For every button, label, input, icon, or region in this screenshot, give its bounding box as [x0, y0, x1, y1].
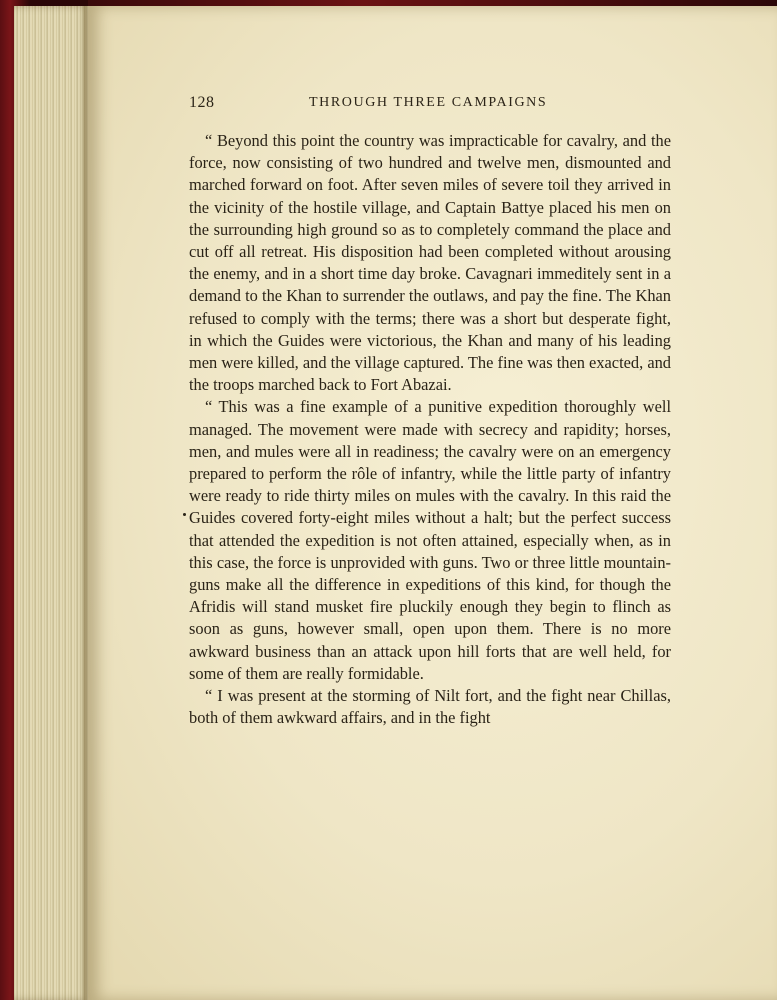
paragraph-beyond: “ Beyond this point the country was impracticable for cavalry, and the force, now consisting of two hundred and twelve men, dismounted and marched forward on foot. After seven miles of severe toil they arrived in the vicinity of the hostile village, and Captain Battye placed his men on the surrounding high ground so as to completely command the place and cut off all retreat. His disposition had been completed without arousing the enemy, and in a short time day broke. Cavagnari immeditely sent in a demand to the Khan to surrender the outlaws, and pay the fine. The Khan refused to comply with the terms; there was a short but desperate fight, in which the Guides were victorious, the Khan and many of his leading men were killed, and the village captured. The fine was then exacted, and the troops marched back to Fort Abazai. [189, 131, 671, 395]
page-number: 128 [189, 94, 215, 111]
body-text [189, 130, 671, 729]
stacked-page-edges [14, 6, 90, 1000]
page-header [189, 94, 671, 116]
running-title: THROUGH THREE CAMPAIGNS [309, 95, 548, 110]
paragraph-nilt-fort: “ I was present at the storming of Nilt fort, and the fight near Chillas, both of them awkward affairs, and in the fight [189, 686, 671, 728]
paragraph-punitive-expedition: “ This was a fine example of a punitive expedition thoroughly well managed. The movement were made with secrecy and rapidity; horses, men, and mules were all in readiness; the cavalry were on an emergency prepared to perform the rôle of infantry, while the little party of infantry were ready to ride thirty miles on mules with the cavalry. In this raid the Guides covered forty-eight miles without a halt; but the perfect success that attended the expedition is not often attained, especially when, as in this case, the force is unprovided with guns. Two or three little mountain-guns make all the difference in expeditions of this kind, for though the Afridis will stand musket fire pluckily enough they begin to flinch as soon as guns, however small, open upon them. There is no more awkward business than an attack upon hill forts that are well held, for some of them are really formidable. [189, 397, 671, 683]
ink-speck [183, 513, 186, 516]
